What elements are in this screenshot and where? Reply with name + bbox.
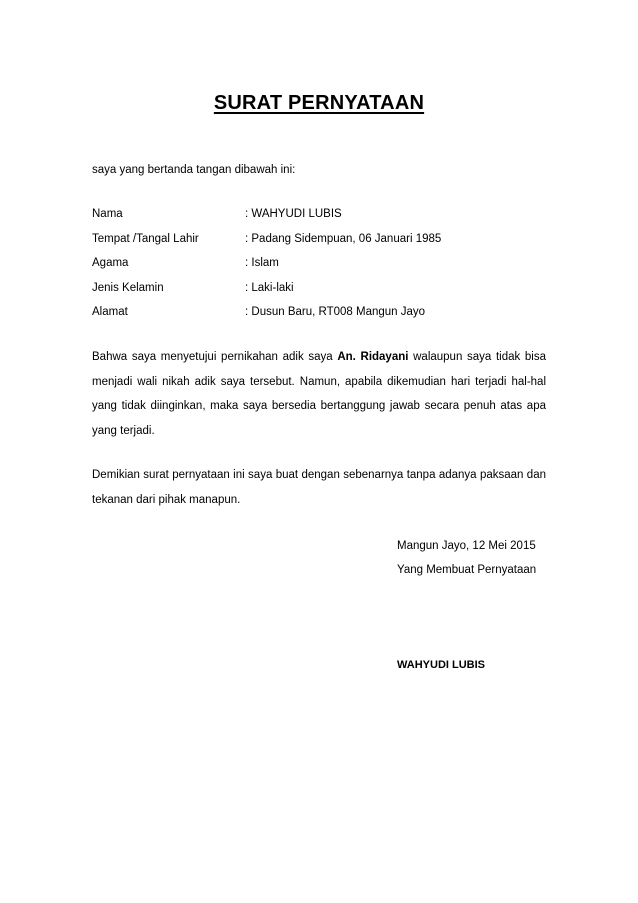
field-row-name: [92, 202, 552, 227]
field-value: : Dusun Baru, RT008 Mangun Jayo: [245, 300, 425, 325]
sister-name: An. Ridayani: [337, 351, 409, 363]
field-label: Tempat /Tangal Lahir: [92, 232, 199, 245]
field-label: Agama: [92, 257, 129, 269]
intro-text: saya yang bertanda tangan dibawah ini:: [92, 164, 296, 176]
field-value: : Laki-laki: [245, 276, 294, 301]
field-row-birth: [92, 227, 552, 252]
statement-text-after: walaupun saya tidak bisa menjadi wali nikah adik saya tersebut. Namun, apabila dikemudian hari terjadi hal-hal yang tidak diinginkan, maka saya bersedia bertanggung jawab secara penuh atas apa yang terjadi.: [92, 351, 547, 437]
signature-place-date: Mangun Jayo, 12 Mei 2015: [397, 540, 536, 552]
field-label: Jenis Kelamin: [92, 281, 164, 294]
field-row-religion: [92, 251, 552, 276]
field-value: : Islam: [245, 251, 279, 276]
identity-fields: [92, 202, 552, 325]
document-title: SURAT PERNYATAAN: [213, 92, 425, 114]
field-label: Nama: [92, 208, 123, 220]
field-value: : Padang Sidempuan, 06 Januari 1985: [245, 227, 441, 252]
field-label: Alamat: [92, 306, 128, 318]
signature-role: Yang Membuat Pernyataan: [397, 564, 537, 576]
field-row-address: [92, 300, 552, 325]
statement-text-before: Bahwa saya menyetujui pernikahan adik saya: [92, 351, 338, 363]
statement-paragraph: [92, 345, 546, 443]
field-value: : WAHYUDI LUBIS: [245, 202, 342, 227]
field-row-gender: [92, 276, 552, 301]
signature-name: WAHYUDI LUBIS: [397, 659, 485, 671]
closing-paragraph: Demikian surat pernyataan ini saya buat dengan sebenarnya tanpa adanya paksaan dan tekanan dari pihak manapun.: [92, 469, 546, 506]
